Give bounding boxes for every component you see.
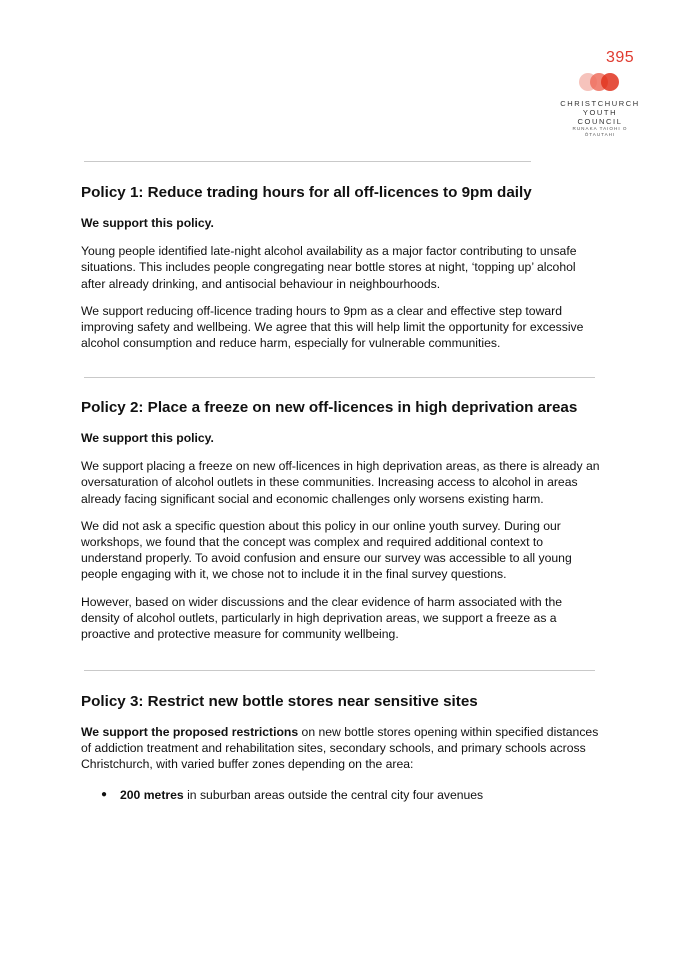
buffer-zone-list [81, 787, 601, 803]
logo-text-line3: RUNAKA TAIOHI O [572, 126, 628, 131]
divider [84, 670, 595, 671]
policy-2-heading: Policy 2: Place a freeze on new off-licences in high deprivation areas [81, 399, 578, 416]
page-number: 395 [606, 49, 635, 66]
policy-3-section [81, 692, 601, 803]
policy-2-paragraph: We did not ask a specific question about this policy in our online youth survey. During our workshops, we found that the concept was complex and required additional context to understand properly. To avoid confusion and ensure our survey was accessible to all young people engaging with it, we chose not to include it in the final survey questions. [81, 518, 572, 582]
list-item [81, 787, 601, 803]
policy-2-paragraph: However, based on wider discussions and the clear evidence of harm associated with the density of alcohol outlets, particularly in high deprivation areas, we support a freeze as a proactive and protective measure for community wellbeing. [81, 594, 562, 642]
divider [84, 377, 595, 378]
policy-3-paragraph-rest: on new bottle stores opening within specified distances of addiction treatment and rehabilitation sites, secondary schools, and primary schools across Christchurch, with varied buffer zones depending on the area: [81, 725, 599, 772]
logo-text-line1: CHRISTCHURCH [560, 99, 640, 108]
policy-2-paragraph: We support placing a freeze on new off-licences in high deprivation areas, as there is already an oversaturation of alcohol outlets in these communities. Increasing access to alcohol in areas already facing significant social and economic challenges only worsens existing harm. [81, 459, 600, 506]
policy-2-section [81, 398, 601, 642]
logo-text-line4: ŌTAUTAHI [584, 132, 616, 137]
logo-circles-icon [570, 72, 630, 92]
policy-1-paragraph: Young people identified late-night alcohol availability as a major factor contributing to unsafe situations. This includes people congregating near bottle stores at night, ‘topping up’ alcohol after already drinking, and antisocial behaviour in neighbourhoods. [81, 244, 577, 291]
divider [84, 161, 531, 162]
policy-1-support: We support this policy. [81, 216, 214, 230]
list-item-bold: 200 metres [120, 787, 184, 802]
policy-1-section [81, 183, 601, 351]
policy-3-paragraph [81, 724, 601, 773]
policy-3-heading: Policy 3: Restrict new bottle stores near sensitive sites [81, 693, 478, 710]
logo-text-line2: YOUTH COUNCIL [577, 108, 623, 126]
christchurch-youth-council-logo [560, 72, 640, 137]
policy-3-bold-lead: We support the proposed restrictions [81, 725, 299, 739]
list-item-text: in suburban areas outside the central city four avenues [183, 787, 484, 802]
bullet-icon: ● [101, 788, 108, 800]
policy-2-support: We support this policy. [81, 431, 214, 445]
policy-1-heading: Policy 1: Reduce trading hours for all off-licences to 9pm daily [81, 184, 532, 201]
policy-1-paragraph: We support reducing off-licence trading hours to 9pm as a clear and effective step toward improving safety and wellbeing. We agree that this will help limit the opportunity for excessive alcohol consumption and reduce harm, especially for vulnerable communities. [81, 303, 584, 351]
